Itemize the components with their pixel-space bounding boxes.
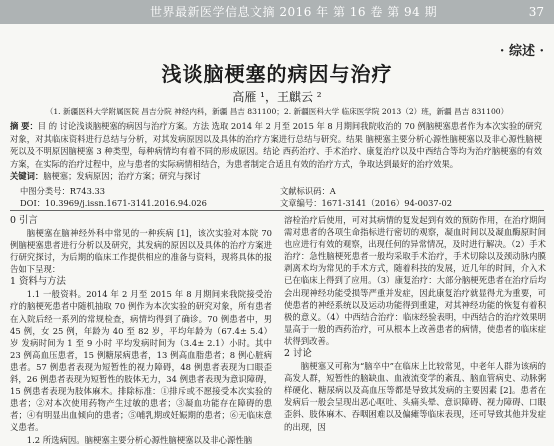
page-number: 37 [528, 5, 544, 19]
section-heading-methods: 1 资料与方法 [10, 276, 66, 288]
etiology-paragraph: 1.2 所选病因。脑梗塞主要分析心源性脑梗塞以及非心源性脑 [26, 434, 253, 445]
section-heading-discussion: 2 讨论 [284, 348, 312, 360]
keywords-text: 脑梗塞；发病原因；治疗方案；研究与探讨 [43, 171, 201, 181]
doi: DOI：10.3969/j.issn.1671-3141.2016.94.026 [20, 198, 207, 208]
abstract [10, 120, 542, 183]
abstract-text: 目 的 讨论浅谈脑梗塞的病因与治疗方案。方法 选取 2014 年 2 月至 2015 年 8 月期间我院收治的 70 例脑梗塞患者作为本次实验的研究对象，对其临床资料进行总结与分析，对其发病原因以及具体的治疗方案进行总结与研究。结果 脑梗塞主要分析心源性脑梗塞以及非心源性脑梗死以及不明原因脑梗塞 3 种类型，每种病情均有着不同的形成原因。结论 西药治疗、手术治疗、康复治疗以及中西结合等均为治疗脑梗塞的有效方案，在实际的治疗过程中，应与患者的实际病情相结合，为患者制定合适且有效的治疗方式，争取达到最好的治疗效果。 [10, 121, 543, 169]
clc-number: 中图分类号：R743.33 [20, 186, 106, 196]
article-authors: 高雁 ¹，王麒云 ² [232, 90, 322, 104]
right-column [284, 214, 546, 433]
treatment-paragraph: 溶栓治疗后使用，可对其病情的复发起到有效的预防作用，在治疗期间需对患者的各项生命指标进行密切的观察，凝血时间以及凝血酶原时间也应进行有效的观察，出现任何的异常情况，及时进行解决。（2）手术治疗：急性脑梗死患者一般均采取手术治疗，手术切除以及颈动脉内膜剥离术均为常见的手术方式，随着科技的发展，近几年的时间，介入术已在临床上得到了应用。（3）康复治疗：大部分脑梗死患者在治疗后均会出现神经功能受损等严重并发症，因此康复治疗就显得尤为重要，可使患者的神经系统以及运动功能得到重建，对其神经功能的恢复有着积极的意义。（4）中西结合治疗：临床经验表明，中西结合的治疗效果明显高于一般的西药治疗，可从根本上改善患者的病情，使患者的临床症状得到改善。 [284, 215, 546, 346]
intro-paragraph: 脑梗塞在脑神经外科中常见的一种疾病 [1]，该次实验对本院 70 例脑梗塞患者进行分析以及研究，其发病的原因以及具体的治疗方案进行研究探讨，为后期的临床工作提供相应的准备与资料，现将具体的报告如下呈现： [10, 228, 272, 275]
discussion-paragraph: 脑梗塞又可称为“脑卒中”在临床上比较常见，中老年人群为该病的高发人群，短暂性的脑缺血、血液流变学的紊乱、脑血管病史、动脉粥样硬化、糖尿病以及高血压等都是导致其发病的主要因素 [2]。患者在发病后一般会呈现出恶心呕吐、头痛头晕、意识障碍、视力障碍、口眼歪斜、肢体麻木、吞咽困难以及偏瘫等临床表现，还可导致其他并发症的出现，因 [284, 361, 546, 432]
keywords-label: 关键词： [10, 171, 44, 181]
section-heading-intro: 0 引言 [10, 215, 38, 226]
abstract-label: 摘 要： [10, 121, 38, 131]
article-number: 文章编号：1671-3141（2016）94-0037-02 [280, 198, 453, 208]
article-title: 浅谈脑梗塞的病因与治疗 [161, 62, 393, 86]
document-code: 文献标识码：A [280, 186, 336, 196]
general-data-paragraph: 1.1 一般资料。2014 年 2 月至 2015 年 8 月期间来我院接受治疗的脑梗死患者中随机抽取 70 例作为本次实验的研究对象，所有患者在入院后经一系列的常规检查，病情均得到了确诊。70 例患者中，男 45 例，女 25 例，年龄为 40 至 82 岁，平均年龄为（67.4± 5.4）岁 发病时间为 1 至 9 小时 平均发病时间为（3.4± 2.1）小时。其中 23 例高血压患者，15 例糖尿病患者，13 例高血脂患者；8 例心脏病患者。57 例患者表现为短暂性的视力障碍，48 例患者表现为口眼歪斜，26 例患者表现为短暂性的肢体无力，34 例患者表现为意识障碍，15 例患者表现为肢体麻木。排除标准：①排斥或不愿接受本次实验的患者；②对本次使用药物产生过敏的患者；③凝血功能存在障碍的患者；④有明显出血倾向的患者；⑤哺乳期或妊娠期的患者；⑥无临床意义患者。 [10, 289, 272, 433]
journal-title: 世界最新医学信息文摘 2016 年 第 16 卷 第 94 期 [150, 5, 438, 19]
divider [10, 210, 544, 211]
classification-row [20, 185, 540, 197]
journal-header-bar [0, 0, 554, 24]
left-column [10, 214, 272, 446]
author-affiliation: （1. 新疆医科大学附属医院 昌吉分院 神经内科，新疆 昌吉 831100；2. 新疆医科大学 临床医学院 2013（2）班，新疆 昌吉 831100） [45, 107, 509, 116]
section-tag: · 综述 · [499, 44, 544, 59]
